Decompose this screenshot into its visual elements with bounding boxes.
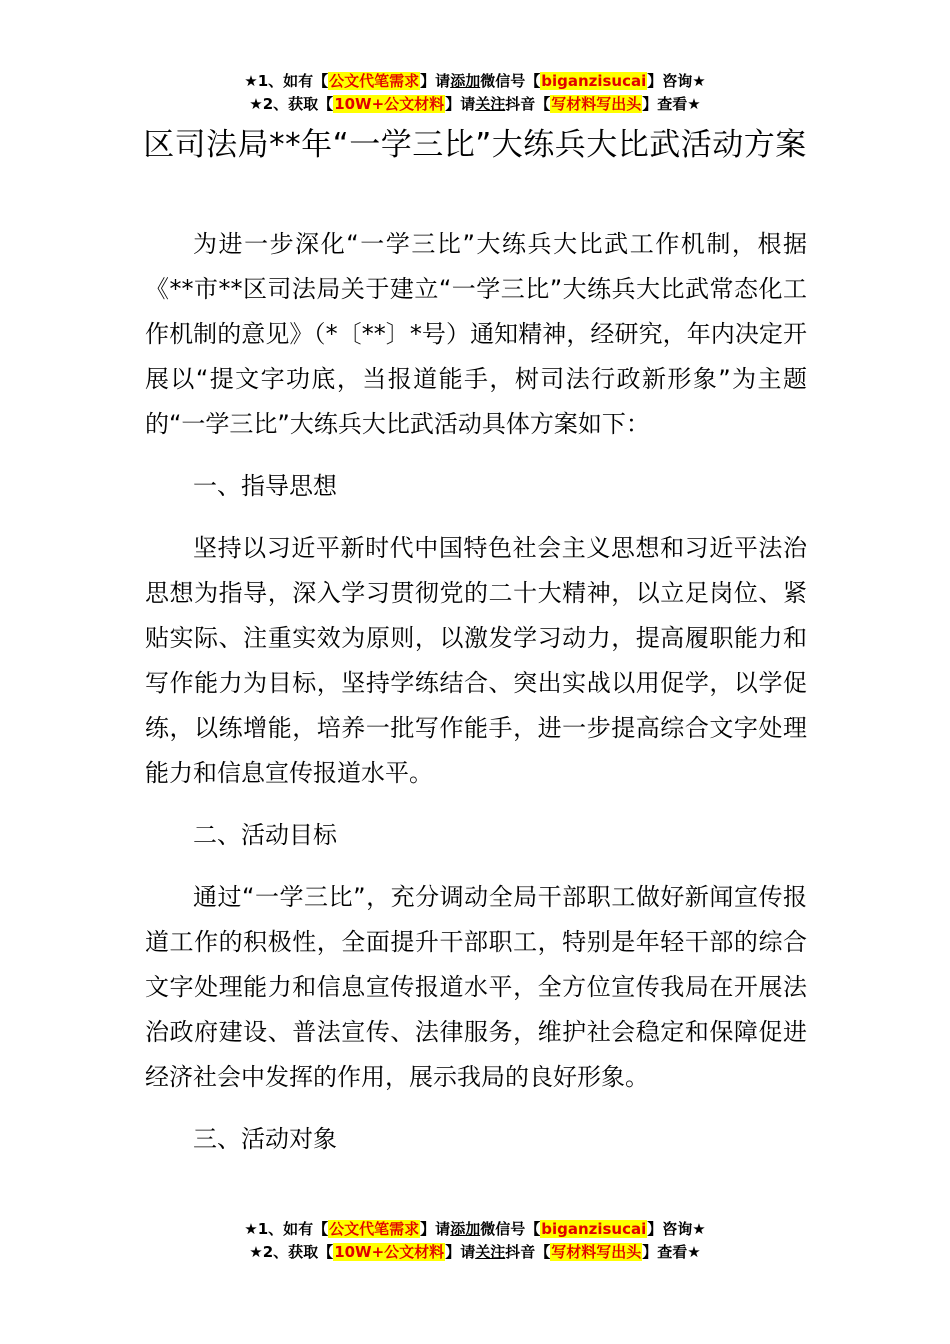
ad-line-1-mid: 】请	[420, 72, 451, 90]
ad-line-1-mid2: 微信号【	[480, 72, 541, 90]
section-1-paragraph: 坚持以习近平新时代中国特色社会主义思想和习近平法治思想为指导，深入学习贯彻党的二十大精神，以立足岗位、紧贴实际、注重实效为原则，以激发学习动力，提高履职能力和写作能力为目标，坚持学练结合、突出实战以用促学，以学促练，以练增能，培养一批写作能手，进一步提高综合文字处理能力和信息宣传报道水平。	[145, 534, 807, 787]
ad-line-1-underline: 添加	[450, 1220, 481, 1238]
ad-line-1-mid2: 微信号【	[480, 1220, 541, 1238]
ad-line-1-highlight-wechat: biganzisucai	[541, 1220, 647, 1238]
ad-line-2-suffix: 】查看★	[642, 95, 701, 113]
ad-line-1-underline: 添加	[450, 72, 481, 90]
ad-line-1-highlight-service: 公文代笔需求	[329, 1220, 420, 1238]
ad-line-2-underline: 关注	[475, 1243, 506, 1261]
ad-line-1-highlight-wechat: biganzisucai	[541, 72, 647, 90]
ad-line-2-highlight-douyin: 写材料写出头	[551, 1243, 642, 1261]
ad-line-1-prefix: ★1、如有【	[244, 72, 329, 90]
ad-line-2-underline: 关注	[475, 95, 506, 113]
ad-line-2-mid2: 抖音【	[505, 95, 551, 113]
ad-line-1-suffix: 】咨询★	[647, 1220, 706, 1238]
ad-line-2-mid: 】请	[445, 1243, 476, 1261]
ad-line-1	[0, 1218, 950, 1241]
bottom-ad-banner	[0, 1218, 950, 1264]
section-1-heading: 一、指导思想	[193, 472, 337, 500]
ad-line-2-highlight-materials: 10W+公文材料	[334, 1243, 445, 1261]
document-body	[145, 222, 807, 1179]
section-3-heading: 三、活动对象	[193, 1125, 337, 1153]
ad-line-1-prefix: ★1、如有【	[244, 1220, 329, 1238]
ad-line-2	[0, 1241, 950, 1264]
ad-line-1	[0, 70, 950, 93]
section-2-paragraph: 通过“一学三比”，充分调动全局干部职工做好新闻宣传报道工作的积极性，全面提升干部职工，特别是年轻干部的综合文字处理能力和信息宣传报道水平，全方位宣传我局在开展法治政府建设、普法宣传、法律服务，维护社会稳定和保障促进经济社会中发挥的作用，展示我局的良好形象。	[145, 883, 807, 1091]
document-title: 区司法局**年“一学三比”大练兵大比武活动方案	[143, 127, 807, 163]
ad-line-2	[0, 93, 950, 116]
ad-line-2-mid2: 抖音【	[505, 1243, 551, 1261]
ad-line-2-prefix: ★2、获取【	[249, 1243, 334, 1261]
ad-line-2-highlight-materials: 10W+公文材料	[334, 95, 445, 113]
ad-line-2-suffix: 】查看★	[642, 1243, 701, 1261]
section-2-heading: 二、活动目标	[193, 821, 337, 849]
ad-line-2-highlight-douyin: 写材料写出头	[551, 95, 642, 113]
ad-line-1-highlight-service: 公文代笔需求	[329, 72, 420, 90]
ad-line-1-suffix: 】咨询★	[647, 72, 706, 90]
top-ad-banner	[0, 70, 950, 116]
ad-line-1-mid: 】请	[420, 1220, 451, 1238]
ad-line-2-prefix: ★2、获取【	[249, 95, 334, 113]
ad-line-2-mid: 】请	[445, 95, 476, 113]
intro-paragraph: 为进一步深化“一学三比”大练兵大比武工作机制，根据《**市**区司法局关于建立“一学三比”大练兵大比武常态化工作机制的意见》（*〔**〕*号）通知精神，经研究，年内决定开展以“提文字功底，当报道能手，树司法行政新形象”为主题的“一学三比”大练兵大比武活动具体方案如下：	[145, 230, 807, 438]
